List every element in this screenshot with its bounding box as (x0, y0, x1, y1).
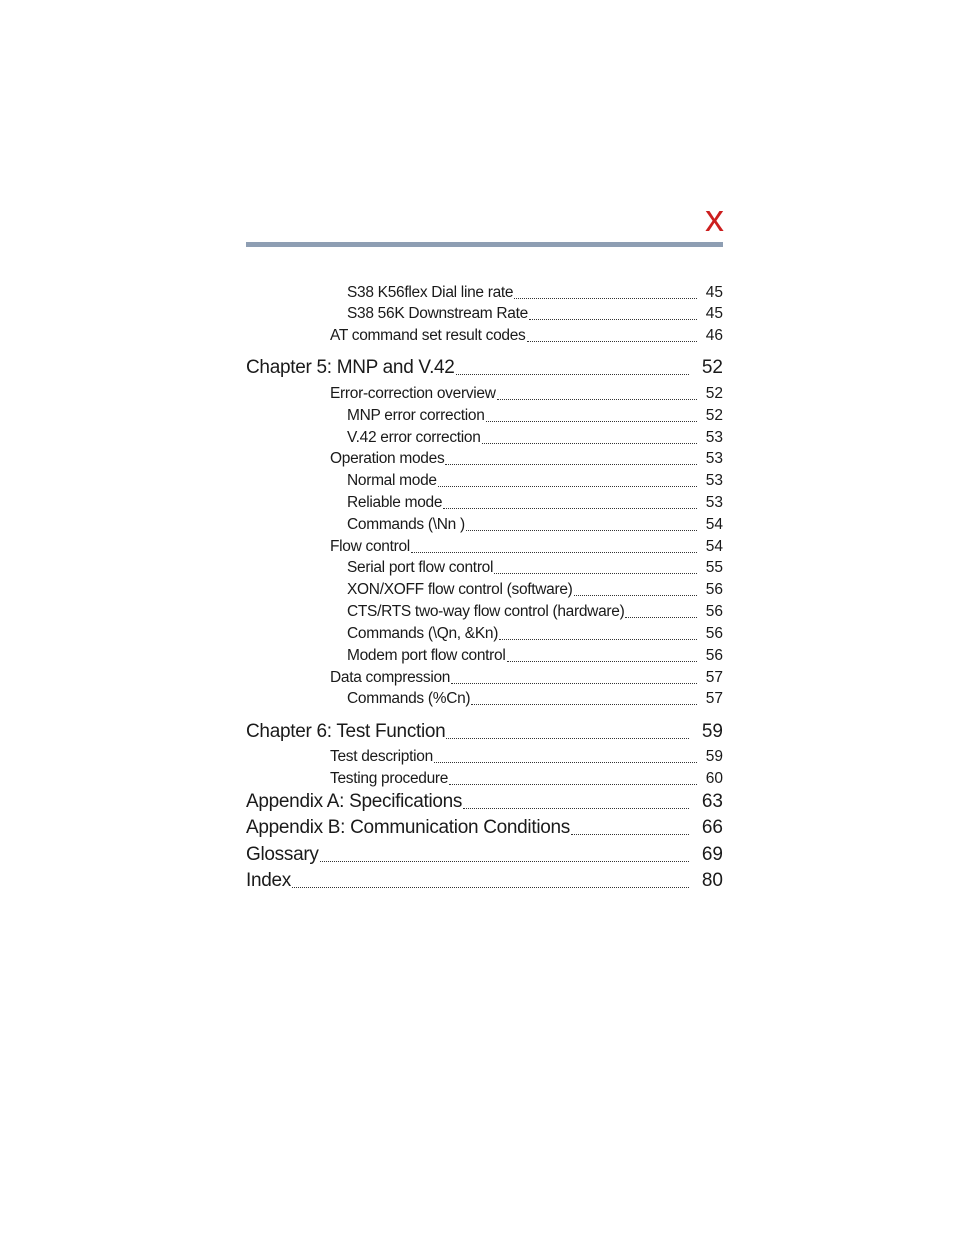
toc-chapter-label: Chapter 5: MNP and V.42 (246, 357, 455, 378)
toc-entry[interactable] (347, 515, 723, 535)
toc-chapter-label: Chapter 6: Test Function (246, 721, 446, 742)
toc-entry-label: S38 K56flex Dial line rate (347, 284, 514, 301)
toc-entry[interactable] (347, 406, 723, 426)
toc-entry-page: 60 (705, 770, 723, 787)
dot-leader (507, 661, 698, 662)
toc-entry[interactable] (330, 384, 723, 404)
dot-leader (434, 762, 697, 763)
dot-leader (499, 639, 697, 640)
toc-entry[interactable] (347, 471, 723, 491)
dot-leader (411, 552, 697, 553)
dot-leader (449, 784, 697, 785)
dot-leader (456, 374, 689, 375)
toc-entry-label: Serial port flow control (347, 559, 494, 576)
toc-entry-label: Normal mode (347, 472, 437, 489)
toc-entry-page: 52 (705, 385, 723, 402)
toc-chapter-entry[interactable] (246, 816, 723, 840)
page-number: x (705, 198, 724, 240)
toc-entry-label: Commands (\Nn ) (347, 516, 465, 533)
toc-entry[interactable] (347, 602, 723, 622)
toc-entry-page: 46 (705, 327, 723, 344)
toc-chapter-page: 63 (701, 791, 723, 812)
toc-chapter-page: 59 (701, 721, 723, 742)
toc-entry[interactable] (330, 769, 723, 789)
toc-entry-label: CTS/RTS two-way flow control (hardware) (347, 603, 625, 620)
toc-entry-label: Error-correction overview (330, 385, 496, 402)
toc-entry[interactable] (330, 747, 723, 767)
toc-chapter-label: Appendix A: Specifications (246, 791, 463, 812)
toc-entry[interactable] (347, 689, 723, 709)
dot-leader (445, 464, 697, 465)
dot-leader (494, 573, 697, 574)
toc-entry-page: 57 (705, 690, 723, 707)
dot-leader (466, 530, 697, 531)
dot-leader (463, 808, 689, 809)
toc-chapter-entry[interactable] (246, 869, 723, 893)
toc-entry[interactable] (330, 537, 723, 557)
dot-leader (451, 683, 697, 684)
toc-entry-page: 55 (705, 559, 723, 576)
toc-entry-page: 45 (705, 305, 723, 322)
toc-entry-label: Test description (330, 748, 433, 765)
toc-chapter-entry[interactable] (246, 790, 723, 814)
toc-entry-page: 57 (705, 669, 723, 686)
toc-entry[interactable] (347, 624, 723, 644)
toc-entry-label: Reliable mode (347, 494, 443, 511)
toc-entry-page: 53 (705, 429, 723, 446)
toc-entry-label: Flow control (330, 538, 410, 555)
toc-entry[interactable] (347, 558, 723, 578)
toc-chapter-label: Index (246, 870, 291, 891)
toc-entry-label: Commands (%Cn) (347, 690, 471, 707)
toc-entry[interactable] (347, 580, 723, 600)
dot-leader (527, 341, 698, 342)
dot-leader (625, 617, 697, 618)
toc-chapter-label: Glossary (246, 844, 319, 865)
dot-leader (438, 486, 697, 487)
toc-entry-page: 56 (705, 647, 723, 664)
dot-leader (574, 595, 697, 596)
toc-entry-page: 53 (705, 494, 723, 511)
dot-leader (482, 443, 697, 444)
toc-entry-label: XON/XOFF flow control (software) (347, 581, 573, 598)
toc-entry[interactable] (347, 428, 723, 448)
toc-chapter-page: 69 (701, 844, 723, 865)
toc-entry-label: Modem port flow control (347, 647, 506, 664)
toc-chapter-page: 80 (701, 870, 723, 891)
toc-entry[interactable] (330, 668, 723, 688)
toc-entry-label: MNP error correction (347, 407, 485, 424)
dot-leader (486, 421, 697, 422)
toc-entry-label: Commands (\Qn, &Kn) (347, 625, 499, 642)
toc-entry[interactable] (347, 493, 723, 513)
toc-entry[interactable] (347, 646, 723, 666)
toc-chapter-label: Appendix B: Communication Conditions (246, 817, 570, 838)
toc-entry-page: 56 (705, 603, 723, 620)
dot-leader (471, 704, 697, 705)
toc-entry[interactable] (347, 283, 723, 303)
dot-leader (443, 508, 697, 509)
toc-chapter-page: 66 (701, 817, 723, 838)
toc-entry-label: V.42 error correction (347, 429, 481, 446)
toc-entry-page: 45 (705, 284, 723, 301)
toc-chapter-page: 52 (701, 357, 723, 378)
toc-entry-page: 56 (705, 581, 723, 598)
dot-leader (514, 298, 697, 299)
dot-leader (292, 887, 689, 888)
toc-entry-label: Testing procedure (330, 770, 449, 787)
toc-entry-label: AT command set result codes (330, 327, 526, 344)
dot-leader (529, 319, 697, 320)
toc-entry[interactable] (330, 449, 723, 469)
toc-chapter-entry[interactable] (246, 356, 723, 380)
toc-entry[interactable] (330, 326, 723, 346)
toc-chapter-entry[interactable] (246, 720, 723, 744)
toc-entry-page: 54 (705, 538, 723, 555)
toc-entry-label: Data compression (330, 669, 451, 686)
toc-chapter-entry[interactable] (246, 843, 723, 867)
toc-entry-page: 54 (705, 516, 723, 533)
dot-leader (497, 399, 697, 400)
toc-entry[interactable] (347, 304, 723, 324)
toc-entry-label: Operation modes (330, 450, 445, 467)
toc-entry-page: 59 (705, 748, 723, 765)
toc-entry-label: S38 56K Downstream Rate (347, 305, 528, 322)
toc-entry-page: 53 (705, 472, 723, 489)
dot-leader (571, 834, 689, 835)
dot-leader (320, 861, 689, 862)
toc-entry-page: 52 (705, 407, 723, 424)
dot-leader (446, 738, 689, 739)
toc-entry-page: 53 (705, 450, 723, 467)
toc-entry-page: 56 (705, 625, 723, 642)
